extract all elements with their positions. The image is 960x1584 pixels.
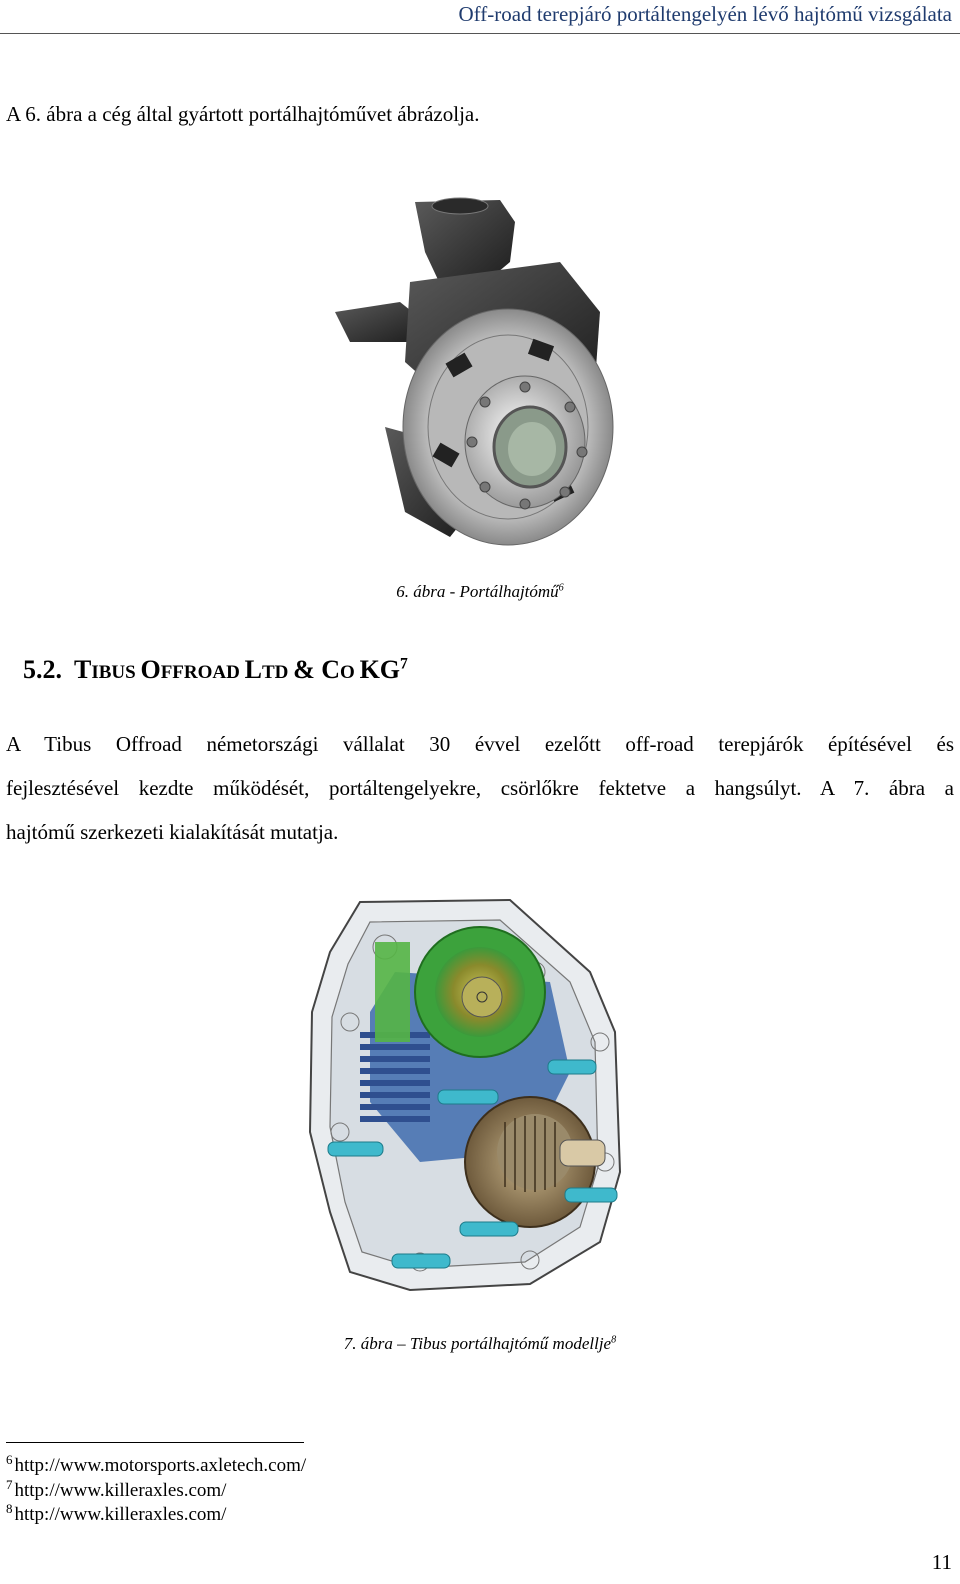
header-divider <box>0 33 960 34</box>
section-title-ibus: IBUS <box>91 662 141 683</box>
footnote-8-link[interactable]: http://www.killeraxles.com/ <box>14 1504 227 1525</box>
footnote-6: $^6$ http://www.motorsports.axletech.com/ <box>6 1451 307 1476</box>
figure6-footnote-ref: 6 <box>558 582 564 594</box>
section-title-t: T <box>74 655 92 684</box>
intro-paragraph: A 6. ábra a cég által gyártott portálhajtóművet ábrázolja. <box>6 102 480 126</box>
running-header: Off-road terepjáró portáltengelyén lévő hajtómű vizsgálata <box>458 2 952 26</box>
section-title-td: TD <box>261 662 294 683</box>
section-title-ffroad: FFROAD <box>160 662 245 683</box>
section-title-o-small: O <box>340 662 360 683</box>
section-heading <box>23 655 408 685</box>
footnote-7-link[interactable]: http://www.killeraxles.com/ <box>14 1480 227 1501</box>
section-number: 5.2. <box>23 655 62 684</box>
figure7-caption: 7. ábra – Tibus portálhajtómű modellje$^8$ <box>343 1334 617 1353</box>
section-title-l: L <box>244 655 262 684</box>
body-line-3: hajtómű szerkezeti kialakítását mutatja. <box>6 820 339 844</box>
footnote-8: $^8$ http://www.killeraxles.com/ <box>6 1500 227 1525</box>
body-paragraph <box>6 722 954 854</box>
footnote-7: $^7$ http://www.killeraxles.com/ <box>6 1476 227 1501</box>
body-line-1: A Tibus Offroad németországi vállalat 30 évvel ezelőtt off-road terepjárók építésével és <box>6 732 954 756</box>
tibus-gearbox-cad-model <box>300 892 630 1296</box>
footnote-6-link[interactable]: http://www.motorsports.axletech.com/ <box>14 1455 307 1476</box>
section-footnote-ref: 7 <box>400 655 408 673</box>
body-line-2: fejlesztésével kezdte működését, portáltengelyekre, csörlőkre fektetve a hangsúlyt. A 7. ábra a <box>6 776 954 800</box>
portal-gearbox-photo <box>330 192 620 548</box>
section-title-kg: KG <box>359 655 401 684</box>
page-number: 11 <box>931 1550 952 1574</box>
figure6-caption: 6. ábra - Portálhajtómű$^6$ <box>396 582 564 601</box>
figure7-footnote-ref: 8 <box>611 1334 617 1346</box>
section-title-o: O <box>140 655 161 684</box>
section-title-c: C <box>321 655 341 684</box>
section-title-amp: & <box>293 655 322 684</box>
footnote-divider <box>6 1442 304 1443</box>
